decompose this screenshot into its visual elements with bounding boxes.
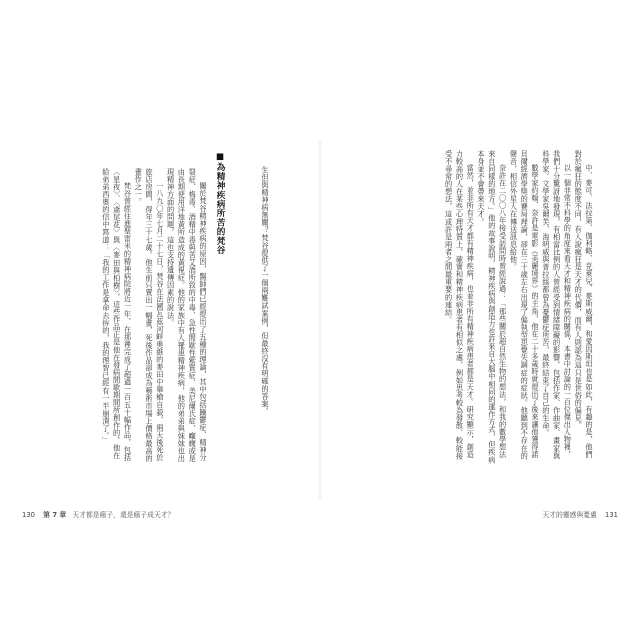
right-page	[320, 0, 640, 640]
heading-marker-icon: ■	[215, 152, 225, 163]
intro-text: 生但與精神病無關？梵谷提供了一個兩難試案例，但最終沒有明確的答案。	[261, 166, 270, 416]
right-body-text	[358, 150, 594, 466]
running-title: 天才的靈感與憂慮	[542, 511, 597, 519]
paragraph: 關於梵谷精神疾病的原因，醫師們已經提出了五種的理論，其中包括躁鬱症、精神分裂症、梅毒、酒精中毒與苦艾酒所致的中毒、急性間歇性紫質症、美尼爾氏症、癲癇或是由長期使用洋地黃所造成的黃視症。他的家族中有人罹患精神疾病，他的弟弟與妹妹也出現精神方面的問題，這也支持遺傳因素的說法。	[166, 168, 208, 463]
section-heading-text: 為精神疾病所苦的梵谷	[215, 162, 225, 255]
chapter-label: 第 7 章	[43, 511, 67, 519]
paragraph: 梵谷曾經住進聖雷米的精神病院將近一年，在那裡完成了超過一百五十幅作品，包括〈星夜〉、〈鳶尾花〉與〈麥田與柏樹〉，這些作品正是他在發病間歇期間所創作的。他在給弟弟西奧的信中寫道：「我的工作是拿命去拚的，我的理智已經有一半崩潰了。」	[101, 168, 133, 462]
right-footer	[542, 509, 618, 519]
page-number: 131	[605, 511, 618, 519]
left-body-text	[40, 168, 208, 464]
paragraph: 一八九〇年七月二十七日，梵谷在法國瓦茲河畔奧維的麥田中舉槍自殺，兩天後死於旅店房間，得年三十七歲。他生前只賣出一幅畫，死後作品卻成為藝術市場上價格最高的畫作之一。	[134, 168, 165, 463]
paragraph: 以一個非常不科學的角度來看天才和精神疾病的關係，本書中討論的一百位傑出人物裡，我們十分驚訝地發現，有相當比例的人曾經受到情緒障礙的影響，包括作家、作曲家、畫家與科學家。文學家吳爾芙、海明威與普拉絲都曾為憂鬱症所苦，最終結束了自己的生命。	[541, 150, 573, 460]
paragraph: 中、麥可．法拉第、伽利略、克萊兒、麥斯威爾，和愛因斯坦也是如此，有趣的是，他們對於瘋狂的態度不同，有人說瘋狂是天才的代價，而有人則認為這只是世俗的偏見。	[574, 150, 594, 459]
page-number: 130	[22, 511, 35, 519]
paragraph: 奈許在二〇〇八年接受訪問時曾經說過：「那些關於超自然生物的想法，和我的數學想法來自同樣的地方。」他的故事說明，精神疾病與創造力也許來自大腦中相同的運作方式，但疾病本身並不會帶來天才。	[477, 150, 508, 464]
section-heading	[212, 152, 226, 302]
paragraph: 數學家約翰．奈許是電影《美麗境界》的主角，他在二十多歲時就提出了後來讓他獲得諾貝爾經濟學獎的賽局理論，卻在三十歲左右出現了偏執型思覺失調症的症狀。他聽到不存在的聲音，相信外星人在傳送訊息給他。	[509, 150, 541, 460]
left-footer	[22, 509, 174, 519]
intro-paragraph	[228, 152, 270, 452]
running-title: 天才都是瘋子，還是瘋子成天才？	[72, 511, 175, 519]
paragraph: 當然，並非所有天才都有精神疾病，也並非所有精神疾病患者都是天才。研究顯示，創造力較高的人在某些心理特質上，確實和精神疾病患者有相似之處，例如思考較為發散、較能接受不尋常的想法，這或許是兩者之間最重要的連結。	[444, 150, 476, 460]
